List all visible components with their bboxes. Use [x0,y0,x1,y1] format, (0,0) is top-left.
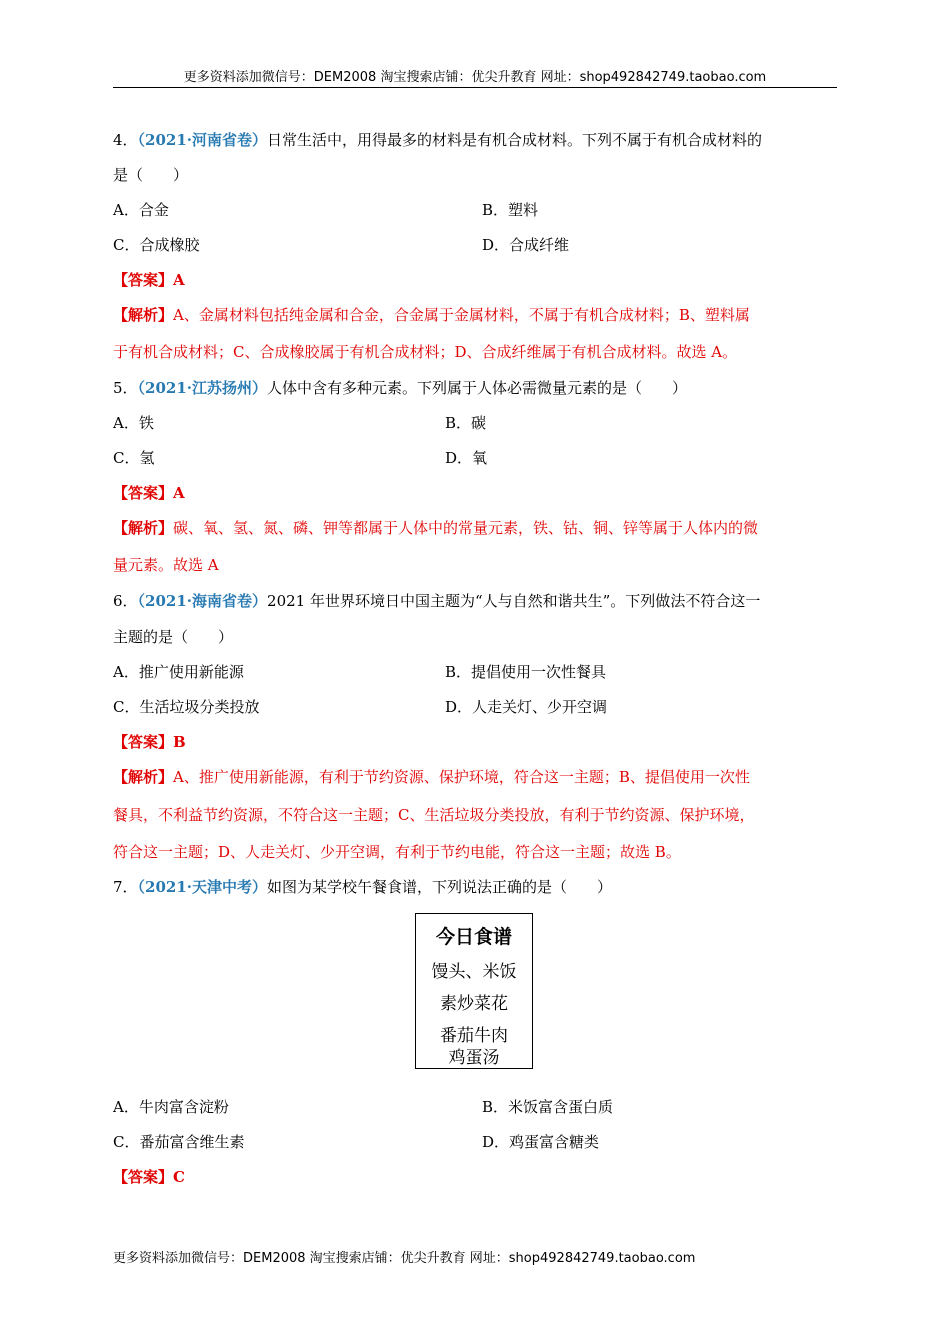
q4-answer-value: A [173,271,185,289]
q6-number: 6． [113,592,138,610]
q4-number: 4． [113,131,138,149]
page-footer: 更多资料添加微信号：DEM2008 淘宝搜索店铺：优尖升教育 网址：shop492842749.taobao.com [113,1251,696,1266]
q7-answer-label: 【答案】 [113,1168,174,1186]
q5-answer-label: 【答案】 [113,484,174,502]
q6-analysis-line1 [113,767,750,787]
menu-item: 馒头、米饭 [431,962,517,982]
q6-stem-line2: 主题的是（ ） [113,628,234,646]
q4-answer-label: 【答案】 [113,271,174,289]
menu-figure [415,913,533,1069]
q6-analysis-label: 【解析】 [113,768,174,786]
q4-option-d: D．合成纤维 [482,236,570,254]
q6-analysis-text1: A、推广使用新能源，有利于节约资源、保护环境，符合这一主题；B、提倡使用一次性 [173,768,750,786]
menu-item: 鸡蛋汤 [448,1048,500,1068]
q4-source: （2021·河南省卷） [137,131,268,149]
q7-answer-value: C [173,1168,185,1186]
q7-option-c: C．番茄富含维生素 [113,1133,245,1151]
menu-title: 今日食谱 [435,926,512,948]
q5-analysis-text1: 碳、氧、氢、氮、磷、钾等都属于人体中的常量元素，铁、钴、铜、锌等属于人体内的微 [173,519,759,537]
q6-option-b: B．提倡使用一次性餐具 [445,663,607,681]
q5-stem-line1 [113,378,687,398]
q6-answer-label: 【答案】 [113,733,174,751]
q7-option-d: D．鸡蛋富含糖类 [482,1133,600,1151]
q7-answer [113,1167,185,1187]
q5-source: （2021·江苏扬州） [137,379,268,397]
q5-option-d: D．氧 [445,449,488,467]
q4-answer [113,270,185,290]
q7-stem-line1 [113,877,612,897]
q5-analysis-label: 【解析】 [113,519,174,537]
q4-analysis-label: 【解析】 [113,306,174,324]
menu-item: 素炒菜花 [440,994,508,1014]
q5-analysis-line2: 量元素。故选 A [113,556,219,574]
q6-stem: 2021 年世界环境日中国主题为“人与自然和谐共生”。下列做法不符合这一 [267,592,761,610]
menu-item: 番茄牛肉 [440,1026,508,1046]
q6-answer [113,732,186,752]
q6-option-d: D．人走关灯、少开空调 [445,698,608,716]
q4-stem: 日常生活中，用得最多的材料是有机合成材料。下列不属于有机合成材料的 [267,131,763,149]
q5-answer [113,483,185,503]
q6-analysis-line2: 餐具，不利益节约资源，不符合这一主题；C、生活垃圾分类投放，有利于节约资源、保护环境， [113,806,755,824]
q4-option-a: A．合金 [113,201,169,219]
q7-stem: 如图为某学校午餐食谱，下列说法正确的是（ ） [267,878,613,896]
q5-option-b: B．碳 [445,414,487,432]
q4-stem-line1 [113,130,762,150]
q5-option-c: C．氢 [113,449,155,467]
page-header: 更多资料添加微信号：DEM2008 淘宝搜索店铺：优尖升教育 网址：shop492842749.taobao.com [183,70,767,85]
q6-option-a: A．推广使用新能源 [113,663,244,681]
q7-option-b: B．米饭富含蛋白质 [482,1098,614,1116]
q4-analysis-line2: 于有机合成材料；C、合成橡胶属于有机合成材料；D、合成纤维属于有机合成材料。故选 A。 [113,343,738,361]
q5-number: 5． [113,379,138,397]
q6-source: （2021·海南省卷） [137,592,268,610]
q7-source: （2021·天津中考） [137,878,268,896]
header-divider [113,87,837,88]
q4-option-b: B．塑料 [482,201,539,219]
q4-analysis-text1: A、金属材料包括纯金属和合金，合金属于金属材料，不属于有机合成材料；B、塑料属 [173,306,750,324]
q7-option-a: A．牛肉富含淀粉 [113,1098,229,1116]
q6-answer-value: B [173,733,186,751]
q5-answer-value: A [173,484,185,502]
q6-analysis-line3: 符合这一主题；D、人走关灯、少开空调，有利于节约电能，符合这一主题；故选 B。 [113,843,681,861]
q7-number: 7． [113,878,138,896]
q6-stem-line1 [113,591,760,611]
q5-stem: 人体中含有多种元素。下列属于人体必需微量元素的是（ ） [267,379,688,397]
q6-option-c: C．生活垃圾分类投放 [113,698,260,716]
q5-analysis-line1 [113,518,758,538]
q4-option-c: C．合成橡胶 [113,236,200,254]
q4-analysis-line1 [113,305,750,325]
q5-option-a: A．铁 [113,414,154,432]
q4-stem-line2: 是（ ） [113,166,189,184]
